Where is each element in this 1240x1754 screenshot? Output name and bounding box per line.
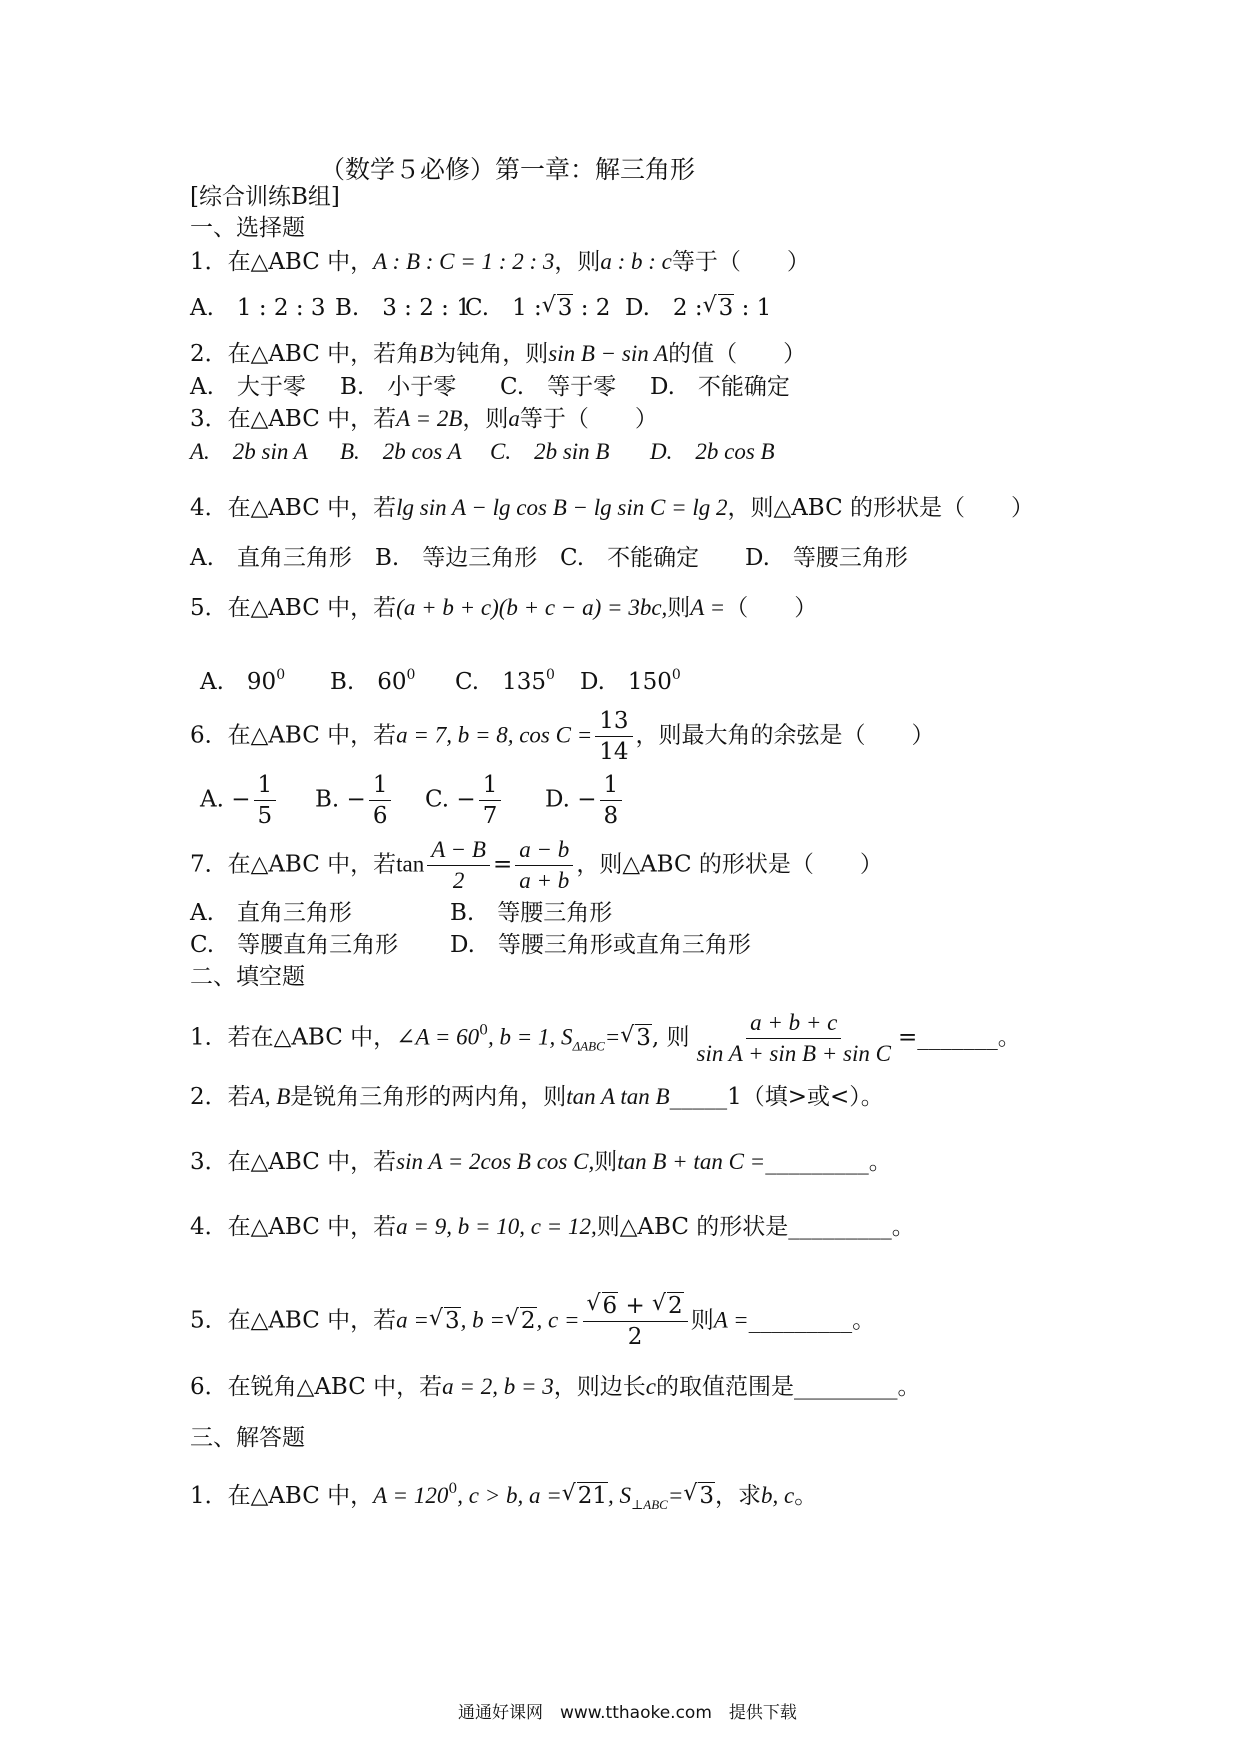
option-d: D. 等腰三角形 <box>745 545 908 571</box>
option-d: D. 不能确定 <box>650 374 790 400</box>
option-c: C. 等于零 <box>500 374 617 400</box>
option-a: A. 1 : 2 : 3 <box>190 295 326 321</box>
section-fill: 二、填空题 <box>190 964 305 990</box>
option-c: C. 等腰直角三角形 <box>190 932 399 958</box>
option-d: D. − $\frac{1}{8}$ <box>545 770 625 831</box>
option-a: A. 直角三角形 <box>190 900 352 926</box>
question-1-options <box>190 293 771 323</box>
fill-2: 2．若A, B是锐角三角形的两内角，则tan A tan B_____1（填>或<）。 <box>190 1084 884 1110</box>
fill-4: 4．在△ABC 中，若a = 9, b = 10, c = 12,则△ABC 的形状是_________。 <box>190 1214 915 1240</box>
option-b: B. $60^0$ <box>330 667 416 695</box>
question-7: 7．在△ABC 中，若tan $\frac{A - B}{2}$ = $\frac{a - b}{a + b}$ ，则△ABC 的形状是（ ） <box>190 837 883 893</box>
option-d: D. 2 :√ 3 : 1 <box>625 293 771 323</box>
question-6-options <box>200 770 625 831</box>
question-4: 4．在△ABC 中，若lg sin A − lg cos B − lg sin C = lg 2，则△ABC 的形状是（ ） <box>190 495 1035 521</box>
answer-1: 1．在△ABC 中，$A = 120^0$, c > b, a =√ 21, $S_{\perp ABC}=√$ 3，求b, c。 <box>190 1474 817 1520</box>
page-title: （数学５必修）第一章：解三角形 <box>320 155 696 184</box>
question-3-options <box>190 437 775 467</box>
question-4-options <box>190 543 908 573</box>
option-c: C. 不能确定 <box>560 545 700 571</box>
option-d: D. $150^0$ <box>580 667 681 695</box>
option-a: A. 直角三角形 <box>190 545 352 571</box>
option-c: C. 2b sin B <box>490 439 610 464</box>
fill-6: 6．在锐角△ABC 中，若a = 2, b = 3，则边长c的取值范围是_________。 <box>190 1374 921 1400</box>
fill-1: 1．若在△ABC 中，∠A = $60^0$, b = 1, $S_{\Delta ABC}=√$ 3, 则 $\frac{a + b + c}{\text{sin A + sin B + sin C}}$ =_______。 <box>190 1008 1021 1069</box>
group-label: [综合训练B组] <box>190 184 340 210</box>
question-2-options <box>190 372 790 402</box>
question-5: 5．在△ABC 中，若(a + b + c)(b + c − a) = 3bc,则A =（ ） <box>190 595 818 621</box>
question-1: 1．在△ABC 中，A : B : C = 1 : 2 : 3，则a : b : c等于（ ） <box>190 249 810 275</box>
option-c: C. − $\frac{1}{7}$ <box>425 770 545 831</box>
option-d: D. 2b cos B <box>650 439 775 464</box>
option-b: B. 2b cos A <box>340 439 462 464</box>
question-5-options <box>200 660 681 697</box>
fill-3: 3．在△ABC 中，若sin A = 2cos B cos C,则tan B + tan C =_________。 <box>190 1149 892 1175</box>
section-answer: 三、解答题 <box>190 1425 305 1451</box>
option-a: A. $90^0$ <box>200 667 286 695</box>
question-3: 3．在△ABC 中，若A = 2B，则a等于（ ） <box>190 406 658 432</box>
option-b: B. 小于零 <box>340 374 457 400</box>
section-choice: 一、选择题 <box>190 215 305 241</box>
question-2: 2．在△ABC 中，若角B为钝角，则sin B − sin A的值（ ） <box>190 341 807 367</box>
option-c: C. $135^0$ <box>455 667 555 695</box>
question-7-options-row2 <box>190 930 751 960</box>
footer-credit: 通通好课网 www.tthaoke.com 提供下载 <box>458 1703 797 1723</box>
option-c: C. 1 :√ 3 : 2 <box>465 293 625 323</box>
option-b: B. 3 : 2 : 1 <box>335 295 471 321</box>
option-b: B. 等边三角形 <box>375 545 538 571</box>
question-7-options-row1 <box>190 898 612 928</box>
option-a: A. − $\frac{1}{5}$ <box>200 770 315 831</box>
option-d: D. 等腰三角形或直角三角形 <box>450 932 751 958</box>
option-b: B. − $\frac{1}{6}$ <box>315 770 425 831</box>
fill-5: 5．在△ABC 中，若a =√ 3, b =√ 2, c = √ $\frac{6 + √ 2}{2}$ 则A =_________。 <box>190 1291 875 1352</box>
question-6: 6．在△ABC 中，若a = 7, b = 8, cos C = $\frac{13}{14}$ ，则最大角的余弦是（ ） <box>190 708 935 765</box>
option-b: B. 等腰三角形 <box>450 900 613 926</box>
option-a: A. 大于零 <box>190 374 306 400</box>
option-a: A. 2b sin A <box>190 439 308 464</box>
